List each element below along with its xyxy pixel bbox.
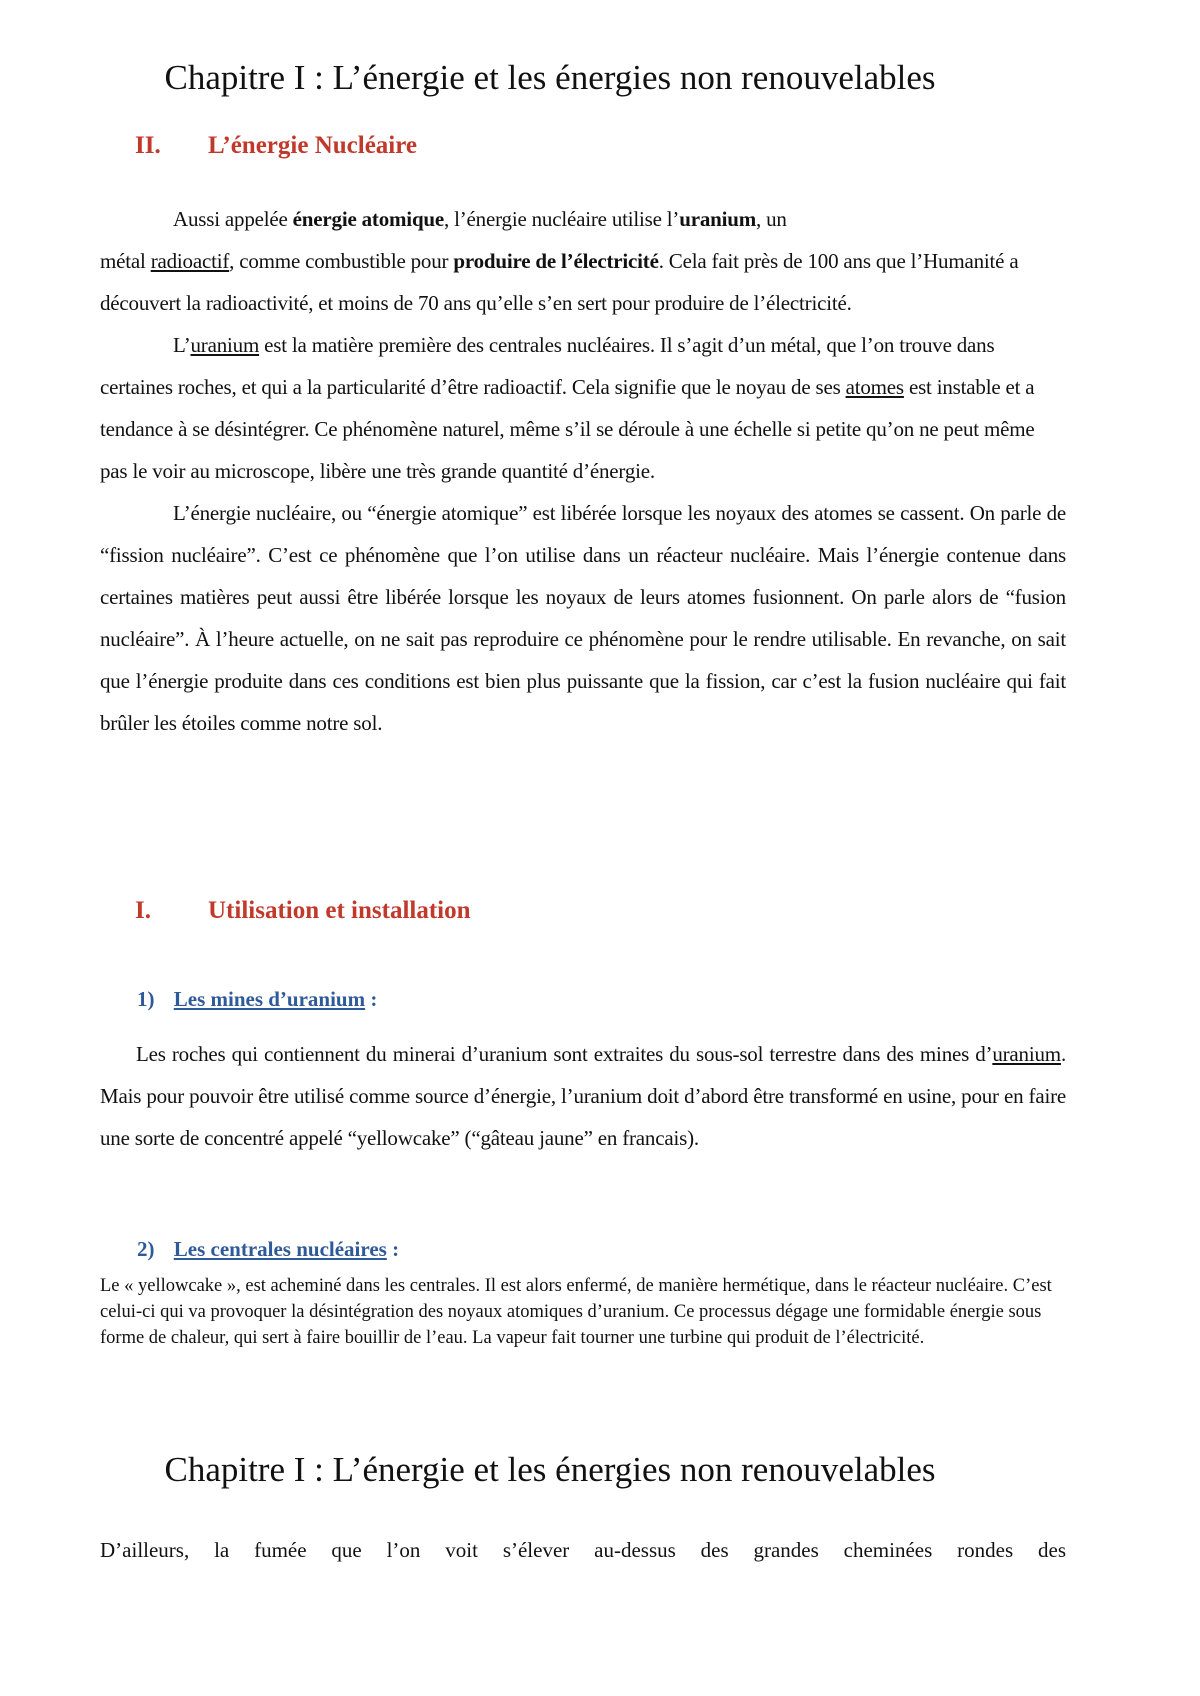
text-run: , comme combustible pour bbox=[229, 249, 454, 273]
mines-text bbox=[100, 1033, 1066, 1159]
paragraph-centrales: Le « yellowcake », est acheminé dans les centrales. Il est alors enfermé, de manière hermétique, dans le réacteur nucléaire. C’est celui-ci qui va provoquer la désintégration des noyaux atomiques d’uranium. Ce processus dégage une formidable énergie sous forme de chaleur, qui sert à faire bouillir de l’eau. La vapeur fait tourner une turbine qui produit de l’électricité. bbox=[100, 1276, 1052, 1348]
chapter-title: Chapitre I : L’énergie et les énergies non renouvelables bbox=[164, 58, 936, 97]
text-run: , un bbox=[756, 207, 787, 231]
paragraph-continuation: D’ailleurs, la fumée que l’on voit s’élever au-dessus des grandes cheminées rondes des bbox=[100, 1538, 1066, 1562]
link-radioactif[interactable]: radioactif bbox=[150, 249, 230, 273]
section-title: Utilisation et installation bbox=[208, 897, 471, 924]
subheading-suffix: : bbox=[365, 987, 378, 1011]
nuclear-energy-text bbox=[100, 198, 1066, 744]
bold-term: produire de l’électricité bbox=[453, 249, 659, 273]
text-run: Les roches qui contiennent du minerai d’uranium sont extraites du sous-sol terrestre dans des mines d’ bbox=[136, 1042, 993, 1066]
paragraph-uranium bbox=[100, 324, 1066, 492]
subheading-mines bbox=[137, 985, 377, 1013]
section-number: II. bbox=[135, 132, 161, 159]
subheading-number: 1) bbox=[137, 987, 155, 1011]
link-uranium[interactable]: uranium bbox=[190, 333, 260, 357]
paragraph-mines bbox=[100, 1033, 1066, 1159]
paragraph-fission-fusion: L’énergie nucléaire, ou “énergie atomique” est libérée lorsque les noyaux des atomes se cassent. On parle de “fission nucléaire”. C’est ce phénomène que l’on utilise dans un réacteur nucléaire. Mais l’énergie contenue dans certaines matières peut aussi être libérée lorsque les noyaux de leurs atomes fusionnent. On parle alors de “fusion nucléaire”. À l’heure actuelle, on ne sait pas reproduire ce phénomène pour le rendre utilisable. En revanche, on sait que l’énergie produite dans ces conditions est bien plus puissante que la fission, car c’est la fusion nucléaire qui fait brûler les étoiles comme notre sol. bbox=[100, 501, 1066, 735]
text-run: . Mais pour pouvoir être utilisé comme source d’énergie, l’uranium doit d’abord être transformé en usine, pour en faire une sorte de concentré appelé “yellowcake” (“gâteau jaune” en francais). bbox=[100, 1042, 1066, 1150]
text-run: est instable et a tendance à se désintégrer. Ce phénomène naturel, même s’il se déroule à une échelle si petite qu’on ne peut même pas le voir au microscope, libère une très grande quantité d’énergie. bbox=[100, 375, 1035, 483]
text-run: , l’énergie nucléaire utilise l’ bbox=[444, 207, 680, 231]
section-title: L’énergie Nucléaire bbox=[208, 132, 417, 159]
link-atomes[interactable]: atomes bbox=[845, 375, 904, 399]
chapter-title-repeat: Chapitre I : L’énergie et les énergies non renouvelables bbox=[164, 1450, 936, 1489]
paragraph-intro-line bbox=[100, 198, 1066, 240]
bold-term: énergie atomique bbox=[292, 207, 445, 231]
link-uranium[interactable]: uranium bbox=[992, 1042, 1061, 1066]
link-mines-uranium[interactable]: Les mines d’uranium bbox=[173, 987, 366, 1011]
section-number: I. bbox=[135, 897, 151, 924]
text-run: Aussi appelée bbox=[173, 207, 293, 231]
paragraph-intro bbox=[100, 240, 1066, 324]
text-run: . Cela fait près de 100 ans que l’Humanité a découvert la radioactivité, et moins de 70 ans qu’elle s’en sert pour produire de l’électricité. bbox=[100, 249, 1019, 315]
subheading-suffix: : bbox=[386, 1237, 400, 1261]
subheading-centrales bbox=[137, 1235, 399, 1263]
text-run: métal bbox=[100, 249, 151, 273]
subheading-number: 2) bbox=[137, 1237, 155, 1261]
link-centrales-nucleaires[interactable]: Les centrales nucléaires bbox=[173, 1237, 387, 1261]
text-run: est la matière première des centrales nucléaires. Il s’agit d’un métal, que l’on trouve dans certaines roches, et qui a la particularité d’être radioactif. Cela signifie que le noyau de ses bbox=[100, 333, 995, 399]
text-run: L’ bbox=[173, 333, 191, 357]
bold-term: uranium bbox=[679, 207, 757, 231]
